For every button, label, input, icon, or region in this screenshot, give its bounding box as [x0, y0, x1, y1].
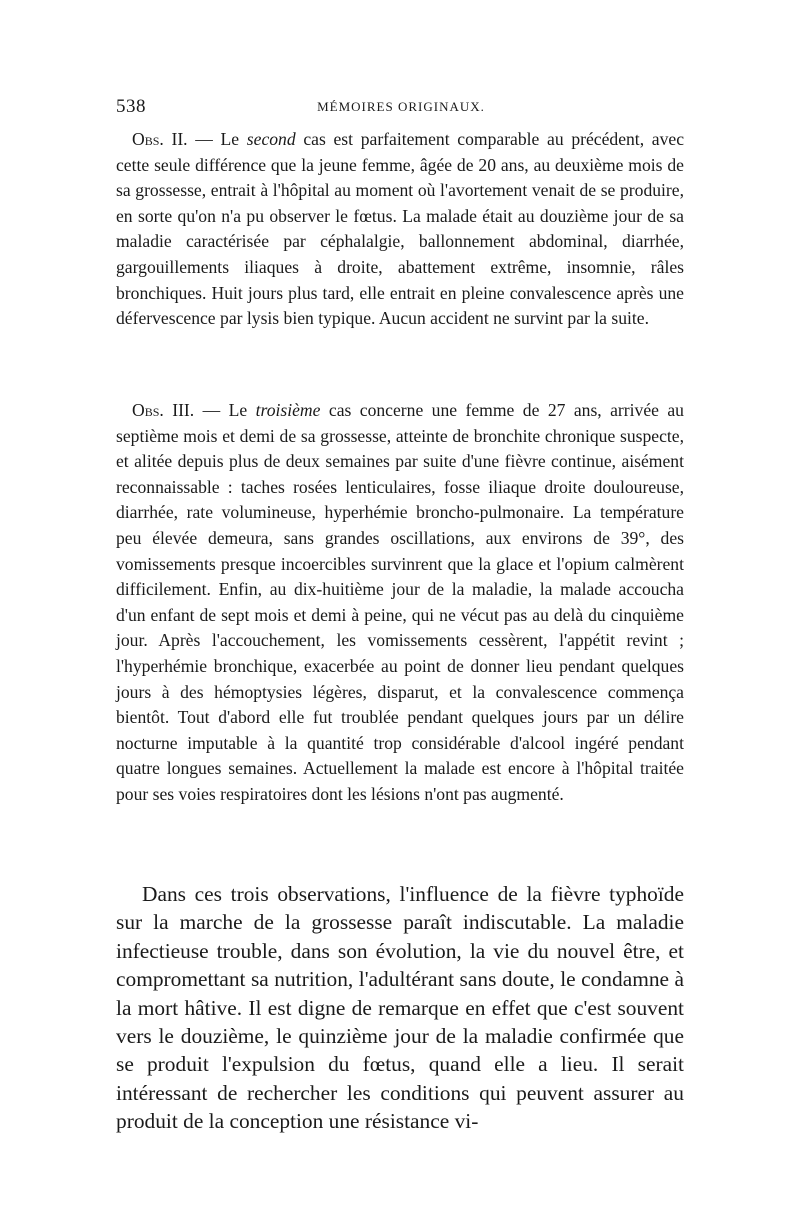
- observation-2-dash: — Le: [187, 129, 247, 149]
- conclusion: [116, 880, 684, 1136]
- observation-3: [116, 398, 684, 808]
- observation-3-text: cas concerne une femme de 27 ans, arrivée au septième mois et demi de sa grossesse, atteinte de bronchite chronique suspecte, et alitée depuis plus de deux semaines par suite d'une fièvre continue, aisément reconnaissable : taches rosées lenticulaires, fosse iliaque droite douloureuse, diarrhée, rate volumineuse, hyperhémie broncho-pulmonaire. La température peu élevée demeura, sans grandes oscillations, aux environs de 39°, des vomissements presque incoercibles survinrent que la glace et l'opium calmèrent difficilement. Enfin, au dix-huitième jour de la maladie, la malade accoucha d'un enfant de sept mois et demi à peine, qui ne vécut pas au delà du cinquième jour. Après l'accouchement, les vomissements cessèrent, l'appétit revint ; l'hyperhémie bronchique, exacerbée au point de donner lieu pendant quelques jours à des hémoptysies légères, disparut, et la convalescence commença bientôt. Tout d'abord elle fut troublée pendant quelques jours par un délire nocturne imputable à la quantité trop considérable d'alcool ingéré pendant quatre longues semaines. Actuellement la malade est encore à l'hôpital traitée pour ses voies respiratoires dont les lésions n'ont pas augmenté.: [116, 400, 684, 804]
- observation-3-dash: — Le: [194, 400, 256, 420]
- running-head: [116, 96, 686, 120]
- observation-3-emphasis: troisième: [255, 400, 321, 420]
- observation-3-paragraph: [116, 398, 684, 808]
- observation-2: [116, 127, 684, 332]
- observation-2-paragraph: [116, 127, 684, 332]
- observation-3-label: Obs. III.: [132, 400, 195, 420]
- observation-2-label: Obs. II.: [132, 129, 188, 149]
- running-title: MÉMOIRES ORIGINAUX.: [317, 99, 485, 114]
- observation-2-emphasis: second: [246, 129, 296, 149]
- page-number: 538: [116, 96, 146, 117]
- observation-2-text: cas est parfaitement comparable au précédent, avec cette seule différence que la jeune femme, âgée de 20 ans, au deuxième mois de sa grossesse, entrait à l'hôpital au moment où l'avortement venait de se produire, en sorte qu'on n'a pu observer le fœtus. La malade était au douzième jour de sa maladie caractérisée par céphalalgie, ballonnement abdominal, diarrhée, gargouillements iliaques à droite, abattement extrême, insomnie, râles bronchiques. Huit jours plus tard, elle entrait en pleine convalescence après une défervescence par lysis bien typique. Aucun accident ne survint par la suite.: [116, 129, 684, 329]
- conclusion-paragraph: Dans ces trois observations, l'influence de la fièvre typhoïde sur la marche de la grossesse paraît indiscutable. La maladie infectieuse trouble, dans son évolution, la vie du nouvel être, et compromettant sa nutrition, l'adultérant sans doute, le condamne à la mort hâtive. Il est digne de remarque en effet que c'est souvent vers le douzième, le quinzième jour de la maladie confirmée que se produit l'expulsion du fœtus, quand elle a lieu. Il serait intéressant de rechercher les conditions qui peuvent assurer au produit de la conception une résistance vi-: [116, 882, 684, 1134]
